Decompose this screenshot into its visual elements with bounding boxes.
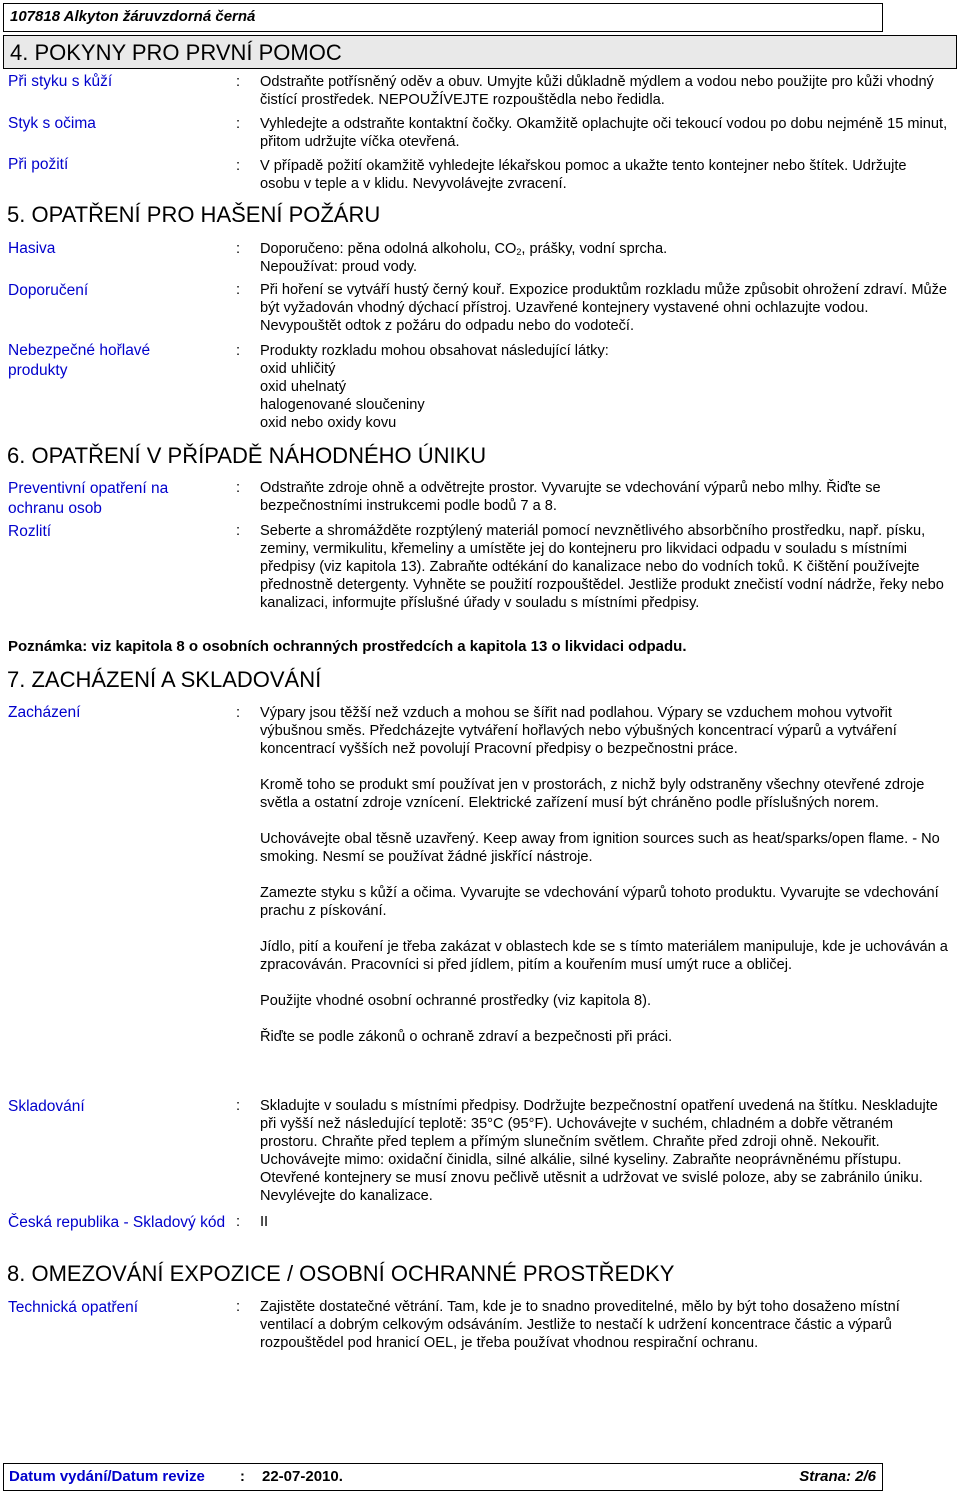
document-title: 107818 Alkyton žáruvzdorná černá	[10, 8, 256, 25]
section-7-title: 7. ZACHÁZENÍ A SKLADOVÁNÍ	[7, 667, 322, 692]
media-line1-a: Doporučeno: pěna odolná alkoholu, CO	[260, 241, 517, 257]
colon: :	[236, 241, 241, 257]
list-item: halogenované sloučeniny	[260, 397, 425, 413]
ingestion-text: V případě požití okamžitě vyhledejte lékařskou pomoc a ukažte tento kontejner nebo štítek. Udržujte osobu v teple a v klidu. Nevyvolávejte zvracení.	[260, 158, 907, 192]
storage-label: Skladování	[8, 1098, 85, 1115]
colon: :	[236, 1098, 241, 1114]
spill-label: Rozlití	[8, 523, 52, 540]
handling-paragraph: Výpary jsou těžší než vzduch a mohou se šířit nad podlahou. Výpary se vzduchem mohou vytvořit výbušnou směs. Předcházejte vytváření hořlavých nebo výbušných koncentrací výparů a vytváření koncentrací vyšších než povolují Pracovní předpisy o bezpečnostni práce.	[260, 705, 897, 757]
list-item: oxid uhličitý	[260, 361, 336, 377]
list-item: oxid uhelnatý	[260, 379, 347, 395]
handling-paragraph: Použijte vhodné osobní ochranné prostředky (viz kapitola 8).	[260, 993, 652, 1009]
colon: :	[236, 343, 241, 359]
colon: :	[236, 480, 241, 496]
storage-code-value: II	[260, 1214, 269, 1230]
hazardous-products-text	[260, 342, 950, 432]
media-line2: Nepoužívat: proud vody.	[260, 259, 418, 275]
media-line1-b: , prášky, vodní sprcha.	[521, 241, 668, 257]
extinguishing-media-text	[260, 240, 950, 276]
colon: :	[236, 1214, 241, 1230]
colon: :	[236, 282, 241, 298]
skin-contact-text: Odstraňte potřísněný oděv a obuv. Umyjte kůži důkladně mýdlem a vodou nebo použijte pro kůži vhodný čistící prostředek. NEPOUŽÍVEJTE rozpouštědla nebo ředidla.	[260, 74, 934, 108]
personal-precautions-label: Preventivní opatření na ochranu osob	[8, 480, 169, 517]
page-footer	[3, 1463, 883, 1491]
storage-code-label: Česká republika - Skladový kód	[8, 1214, 226, 1231]
technical-measures-text: Zajistěte dostatečné větrání. Tam, kde je to snadno proveditelné, mělo by být toho dosaženo místní ventilací a dobrým celkovým odsáváním. Jestliže to nestačí k udržení koncentrace částic a výparů rozpouštědel pod hranicí OEL, je třeba používat vhodnou respirační ochranu.	[260, 1299, 900, 1351]
hazardous-products-label: Nebezpečné hořlavé produkty	[8, 342, 151, 379]
handling-paragraph: Jídlo, pití a kouření je třeba zakázat v oblastech kde se s tímto materiálem manipuluje, kde je uchováván a zpracováván. Pracovníci si před jídlem, pitím a kouřením musí umýt ruce a obličej.	[260, 939, 948, 973]
section-5-title: 5. OPATŘENÍ PRO HAŠENÍ POŽÁRU	[7, 202, 381, 227]
hazardous-products-intro: Produkty rozkladu mohou obsahovat následující látky:	[260, 343, 609, 359]
personal-precautions-text: Odstraňte zdroje ohně a odvětrejte prostor. Vyvarujte se vdechování výparů nebo mlhy. Řiďte se bezpečnostními instrukcemi podle bodů 7 a 8.	[260, 480, 881, 514]
note-text: Poznámka: viz kapitola 8 o osobních ochranných prostředcích a kapitola 13 o likvidaci odpadu.	[8, 638, 687, 655]
page-number: Strana: 2/6	[799, 1468, 876, 1485]
colon: :	[236, 523, 241, 539]
handling-paragraph: Uchovávejte obal těsně uzavřený. Keep away from ignition sources such as heat/sparks/open flame. - No smoking. Nesmí se používat žádné jiskřící nástroje.	[260, 831, 940, 865]
colon: :	[236, 1299, 241, 1315]
handling-paragraph: Zamezte styku s kůží a očima. Vyvarujte se vdechování výparů tohoto produktu. Vyvarujte se vdechování prachu z pískování.	[260, 885, 939, 919]
handling-paragraph: Kromě toho se produkt smí používat jen v prostorách, z nichž byly odstraněny všechny otevřené zdroje světla a ostatní zdroje vznícení. Elektrické zařízení musí být chráněno podle příslušných norem.	[260, 777, 925, 811]
fire-recommendation-text: Při hoření se vytváří hustý černý kouř. Expozice produktům rozkladu může způsobit ohrožení zdraví. Může být vyžadován vhodný dýchací přístroj. Uzavřené kontejnery vystavené ohni ochlazujte vodou. Nevypouštět odtok z požáru do odpadu nebo do vodotečí.	[260, 282, 948, 334]
ingestion-label: Při požití	[8, 156, 69, 173]
co2-subscript: 2	[516, 247, 522, 257]
issue-date-label: Datum vydání/Datum revize	[9, 1468, 205, 1485]
issue-date-value: 22-07-2010.	[262, 1468, 343, 1485]
list-item: oxid nebo oxidy kovu	[260, 415, 397, 431]
colon: :	[236, 158, 241, 174]
colon: :	[240, 1469, 245, 1485]
storage-text: Skladujte v souladu s místními předpisy. Dodržujte bezpečnostní opatření uvedená na štítku. Neskladujte při vyšší než následující teplotě: 35°C (95°F). Uchovávejte v suchém, chladném a dobře větraném prostoru. Chraňte před teplem a přímým slunečním světlem. Chraňte před zdroji ohně. Nekouřit. Uchovávejte mimo: oxidační činidla, silné alkálie, silné kyseliny. Zabraňte neoprávněnému přístupu. Otevřené kontejnery se musí znovu pečlivě utěsnit a udržovat ve svislé poloze, aby se zabránilo úniku. Nevylévejte do kanalizace.	[260, 1098, 938, 1204]
colon: :	[236, 705, 241, 721]
handling-paragraph: Řiďte se podle zákonů o ochraně zdraví a bezpečnosti při práci.	[260, 1029, 673, 1045]
colon: :	[236, 116, 241, 132]
document-header	[3, 3, 883, 32]
section-6-title: 6. OPATŘENÍ V PŘÍPADĚ NÁHODNÉHO ÚNIKU	[7, 443, 487, 468]
handling-text	[260, 704, 950, 1064]
fire-recommendation-label: Doporučení	[8, 282, 89, 299]
eye-contact-label: Styk s očima	[8, 115, 96, 132]
eye-contact-text: Vyhledejte a odstraňte kontaktní čočky. Okamžitě oplachujte oči tekoucí vodou po dobu nejméně 15 minut, přitom udržujte víčka otevřená.	[260, 116, 948, 150]
colon: :	[236, 74, 241, 90]
extinguishing-media-label: Hasiva	[8, 240, 56, 257]
technical-measures-label: Technická opatření	[8, 1299, 139, 1316]
skin-contact-label: Při styku s kůží	[8, 73, 113, 90]
section-4-title: 4. POKYNY PRO PRVNÍ POMOC	[3, 35, 957, 69]
spill-text: Seberte a shromážděte rozptýlený materiál pomocí nevznětlivého absorbčního prostředku, např. písku, zeminy, vermikulitu, křemeliny a umístěte jej do kontejneru pro likvidaci odpadu v souladu s místními předpisy (viz kapitola 13). Zabraňte odtékání do kanalizace nebo do vodních toků. K čištění používejte přednostně detergenty. Vyhněte se použití rozpouštědel. Jestliže produkt znečistí vodní nádrže, řeky nebo kanalizaci, informujte příslušné úřady v souladu s místními předpisy.	[260, 523, 944, 611]
section-8-title: 8. OMEZOVÁNÍ EXPOZICE / OSOBNÍ OCHRANNÉ PROSTŘEDKY	[7, 1261, 675, 1286]
handling-label: Zacházení	[8, 704, 81, 721]
